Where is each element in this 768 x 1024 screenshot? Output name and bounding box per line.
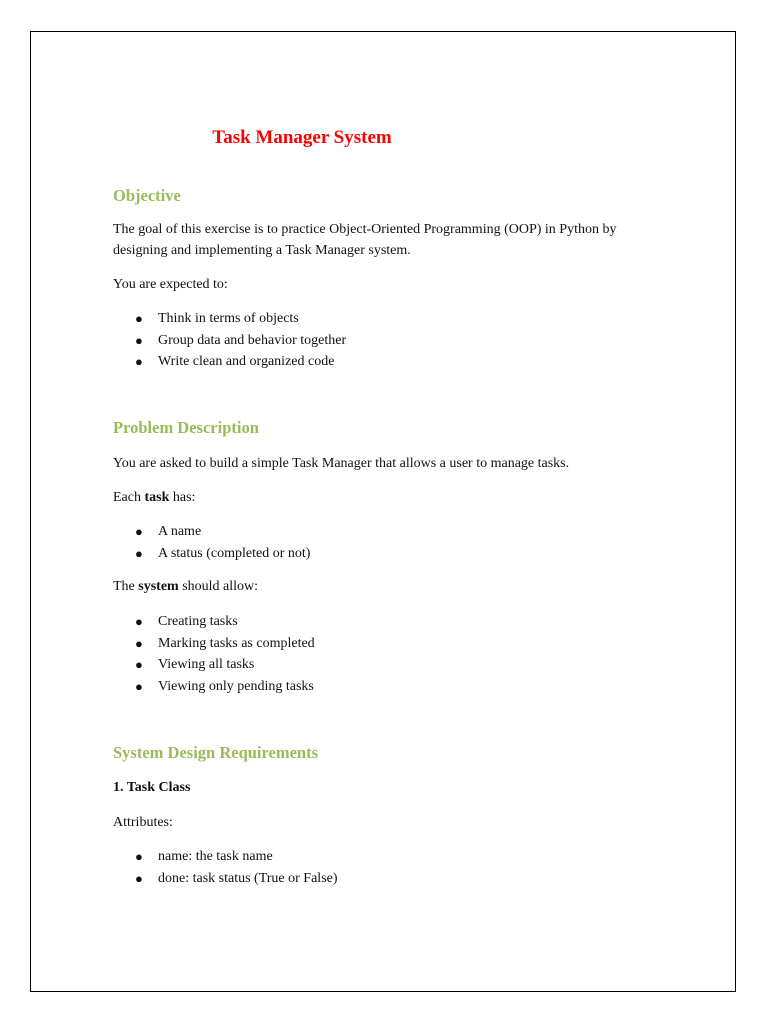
heading-system-design: System Design Requirements	[113, 743, 319, 762]
attributes-label: Attributes:	[113, 815, 173, 830]
bullet-icon: ●	[135, 635, 143, 651]
bullet-icon: ●	[135, 870, 143, 886]
list-item	[113, 308, 673, 330]
objective-paragraph: The goal of this exercise is to practice Object-Oriented Programming (OOP) in Python by designing and implementing a Task Manager system.	[113, 222, 617, 258]
list-item-text: Write clean and organized code	[158, 354, 335, 370]
list-item-text: A name	[158, 524, 202, 539]
list-item-text: Viewing only pending tasks	[158, 679, 314, 695]
list-item	[113, 330, 673, 352]
bullet-icon: ●	[135, 679, 143, 695]
document-title: Task Manager System	[212, 127, 392, 148]
list-item	[113, 351, 673, 373]
list-item	[113, 868, 673, 890]
task-intro-suffix: has:	[169, 490, 196, 505]
problem-paragraph: You are asked to build a simple Task Manager that allows a user to manage tasks.	[113, 456, 570, 471]
bullet-icon: ●	[135, 657, 143, 673]
bullet-icon: ●	[135, 354, 143, 370]
list-item-text: done: task status (True or False)	[158, 870, 338, 886]
bullet-icon: ●	[135, 311, 143, 326]
list-item	[113, 654, 673, 676]
task-intro	[113, 487, 673, 508]
list-item	[113, 521, 673, 543]
system-intro	[113, 576, 673, 597]
expected-paragraph: You are expected to:	[113, 277, 228, 292]
list-item-text: Group data and behavior together	[158, 332, 347, 348]
bullet-icon: ●	[135, 614, 143, 629]
task-attributes-list	[113, 521, 673, 564]
list-item	[113, 846, 673, 868]
subheading-task-class: 1. Task Class	[113, 780, 191, 795]
bullet-icon: ●	[135, 849, 143, 864]
list-item-text: Marking tasks as completed	[158, 635, 315, 651]
system-intro-bold: system	[138, 579, 179, 594]
list-item-text: name: the task name	[158, 849, 273, 864]
list-item-text: A status (completed or not)	[158, 545, 311, 561]
document-page	[30, 31, 736, 992]
list-item-text: Creating tasks	[158, 614, 238, 629]
system-features-list	[113, 611, 673, 698]
list-item	[113, 611, 673, 633]
list-item-text: Viewing all tasks	[158, 657, 255, 673]
list-item-text: Think in terms of objects	[158, 311, 299, 326]
list-item	[113, 676, 673, 698]
heading-problem-description: Problem Description	[113, 418, 259, 437]
task-intro-bold: task	[144, 490, 170, 505]
list-item	[113, 633, 673, 655]
objective-list	[113, 308, 673, 373]
system-intro-suffix: should allow:	[178, 579, 259, 594]
list-item	[113, 543, 673, 565]
bullet-icon: ●	[135, 524, 143, 539]
task-intro-text: Each	[113, 490, 145, 505]
bullet-icon: ●	[135, 545, 143, 561]
system-intro-text: The	[113, 579, 139, 594]
heading-objective: Objective	[113, 186, 181, 205]
bullet-icon: ●	[135, 332, 143, 348]
attribute-list	[113, 846, 673, 889]
